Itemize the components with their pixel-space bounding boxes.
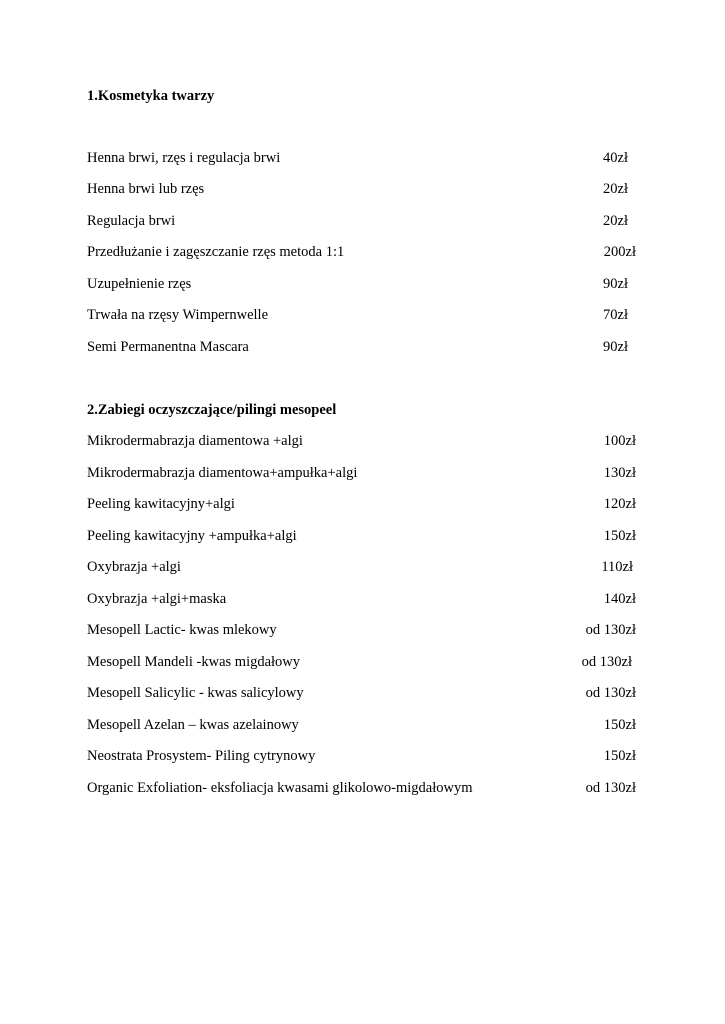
service-price: 200zł — [603, 244, 636, 260]
service-price: 100zł — [603, 433, 636, 449]
service-name: Oxybrazja +algi+maska — [87, 591, 227, 607]
service-price: 150zł — [603, 528, 636, 544]
price-list-item — [87, 558, 639, 576]
service-name: Trwała na rzęsy Wimpernwelle — [87, 307, 269, 323]
price-list-item — [87, 212, 639, 230]
price-list-item — [87, 180, 639, 198]
service-name: Mesopell Lactic- kwas mlekowy — [87, 622, 277, 638]
service-name: Przedłużanie i zagęszczanie rzęs metoda 1:1 — [87, 244, 345, 260]
service-name: Oxybrazja +algi — [87, 559, 181, 575]
service-name: Semi Permanentna Mascara — [87, 339, 249, 355]
service-name: Mesopell Salicylic - kwas salicylowy — [87, 685, 304, 701]
service-name: Mikrodermabrazja diamentowa +algi — [87, 433, 303, 449]
price-list-item — [87, 243, 639, 261]
price-list-item — [87, 275, 639, 293]
service-price: 120zł — [603, 496, 636, 512]
price-list-item — [87, 621, 639, 639]
price-list-item — [87, 495, 639, 513]
price-list-item — [87, 527, 639, 545]
service-price: 20zł — [603, 213, 628, 229]
service-price: od 130zł — [585, 622, 636, 638]
service-price: 140zł — [603, 591, 636, 607]
service-name: Peeling kawitacyjny +ampułka+algi — [87, 528, 297, 544]
price-list-item — [87, 149, 639, 167]
price-list-item — [87, 684, 639, 702]
section-heading-zabiegi-oczyszczajace: 2.Zabiegi oczyszczające/pilingi mesopeel — [87, 402, 337, 418]
section-heading-kosmetyka-twarzy: 1.Kosmetyka twarzy — [87, 88, 215, 104]
price-list-item — [87, 338, 639, 356]
service-name: Uzupełnienie rzęs — [87, 276, 192, 292]
service-price: 90zł — [603, 339, 628, 355]
service-price: 130zł — [603, 465, 636, 481]
service-price: 110zł — [601, 559, 633, 575]
service-name: Neostrata Prosystem- Piling cytrynowy — [87, 748, 316, 764]
service-price: 70zł — [603, 307, 628, 323]
service-price: od 130zł — [585, 685, 636, 701]
service-price: 150zł — [603, 748, 636, 764]
service-price: 40zł — [603, 150, 628, 166]
service-price: 90zł — [603, 276, 628, 292]
service-name: Mesopell Azelan – kwas azelainowy — [87, 717, 299, 733]
service-name: Mikrodermabrazja diamentowa+ampułka+algi — [87, 465, 358, 481]
price-list-item — [87, 590, 639, 608]
service-name: Henna brwi, rzęs i regulacja brwi — [87, 150, 281, 166]
price-list-item — [87, 464, 639, 482]
price-list-item — [87, 747, 639, 765]
price-list-item — [87, 653, 639, 671]
price-list-item — [87, 716, 639, 734]
price-list-item — [87, 306, 639, 324]
service-name: Henna brwi lub rzęs — [87, 181, 205, 197]
service-name: Peeling kawitacyjny+algi — [87, 496, 235, 512]
price-list-item — [87, 779, 639, 797]
service-name: Regulacja brwi — [87, 213, 176, 229]
service-name: Organic Exfoliation- eksfoliacja kwasami glikolowo-migdałowym — [87, 780, 473, 796]
service-price: od 130zł — [585, 780, 636, 796]
price-list-item — [87, 432, 639, 450]
service-price: 150zł — [603, 717, 636, 733]
service-price: od 130zł — [581, 654, 632, 670]
service-price: 20zł — [603, 181, 628, 197]
service-name: Mesopell Mandeli -kwas migdałowy — [87, 654, 301, 670]
